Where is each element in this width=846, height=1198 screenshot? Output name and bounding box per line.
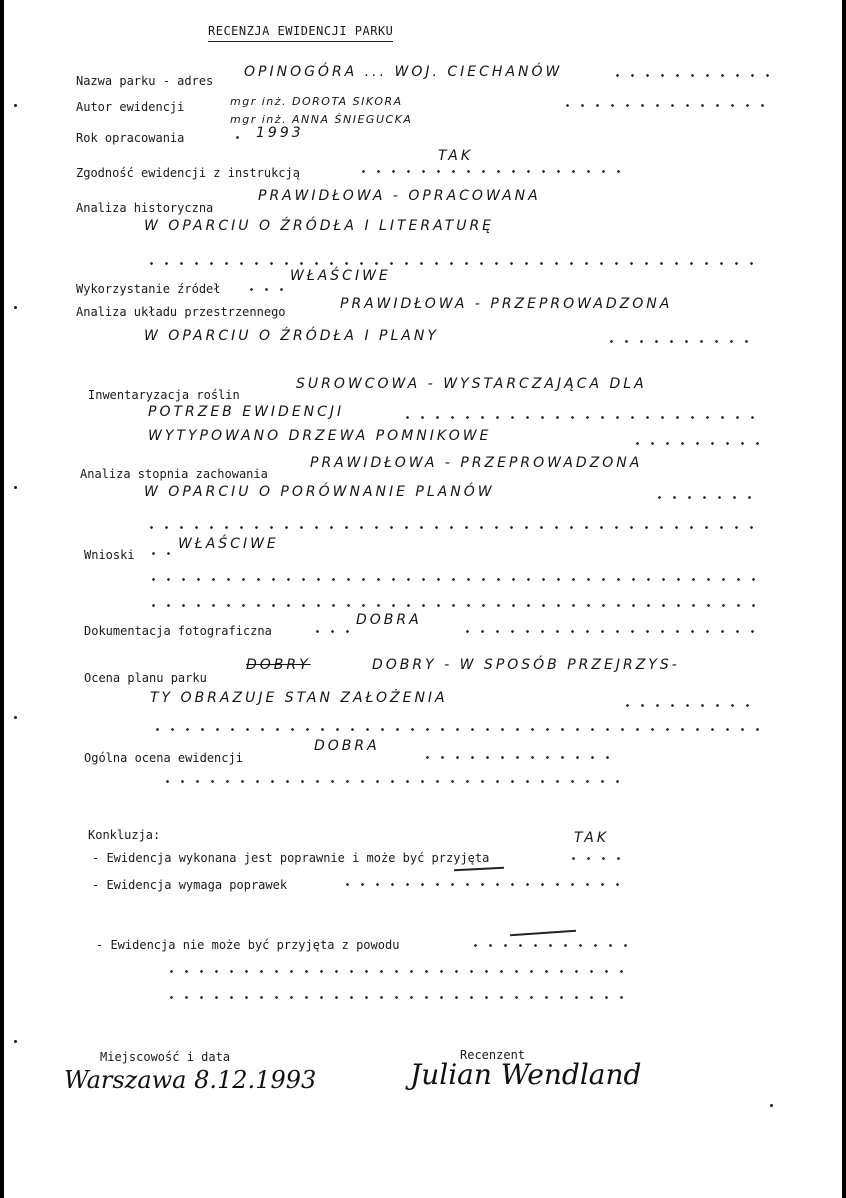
dash-stroke [510,930,576,936]
dotted-line [150,728,760,731]
konkluzja-item-2: - Ewidencja wymaga poprawek [92,878,288,892]
value-analiza-stopnia-2: W OPARCIU O PORÓWNANIE PLANÓW [144,484,495,500]
dotted-line [604,340,754,343]
label-rok: Rok opracowania [76,131,185,145]
reviewer-signature: Julian Wendland [410,1058,642,1091]
dotted-line [164,996,628,999]
dotted-line [340,883,630,886]
label-analiza-historyczna: Analiza historyczna [76,201,214,215]
dotted-line [630,442,760,445]
dotted-line [310,630,350,633]
dotted-line [420,756,620,759]
scan-mark [14,1040,17,1043]
value-wykorzystanie-zrodel: WŁAŚCIWE [290,268,391,284]
dotted-line [144,262,764,265]
value-inwentaryzacja-2: POTRZEB EWIDENCJI [148,404,345,420]
value-autor-2: mgr inż. ANNA ŚNIEGUCKA [230,113,413,126]
label-wnioski: Wnioski [84,548,135,562]
scan-mark [14,486,17,489]
scan-border-left [0,0,4,1198]
konkluzja-item-1-mark: TAK [574,830,610,846]
value-analiza-historyczna-1: PRAWIDŁOWA - OPRACOWANA [258,188,541,204]
konkluzja-item-1: - Ewidencja wykonana jest poprawnie i może być przyjęta [92,851,490,865]
label-wykorzystanie-zrodel: Wykorzystanie źródeł [76,282,221,296]
label-dokumentacja: Dokumentacja fotograficzna [84,624,272,638]
scan-mark [14,716,17,719]
value-analiza-ukladu-2: W OPARCIU O ŹRÓDŁA I PLANY [144,328,439,344]
place-date-label: Miejscowość i data [100,1050,231,1064]
value-rok: 1993 [256,125,304,141]
dotted-line [230,136,250,139]
dotted-line [652,496,762,499]
label-ogolna-ocena: Ogólna ocena ewidencji [84,751,243,765]
label-nazwa-parku: Nazwa parku - adres [76,74,214,88]
place-date-value: Warszawa 8.12.1993 [64,1066,317,1094]
konkluzja-heading: Konkluzja: [88,828,161,842]
dotted-line [244,288,284,291]
label-ocena-planu: Ocena planu parku [84,671,207,685]
value-analiza-stopnia-1: PRAWIDŁOWA - PRZEPROWADZONA [310,455,643,471]
label-zgodnosc: Zgodność ewidencji z instrukcją [76,166,300,180]
dotted-line [146,552,176,555]
value-ogolna-ocena: DOBRA [314,738,380,754]
value-ocena-planu-2: TY OBRAZUJE STAN ZAŁOŻENIA [150,690,448,706]
dotted-line [144,526,764,529]
scan-border-right [842,0,846,1198]
dotted-line [146,604,766,607]
dotted-line [164,970,628,973]
dotted-line [566,857,626,860]
dotted-line [610,74,770,77]
label-inwentaryzacja: Inwentaryzacja roślin [88,388,240,402]
value-autor-1: mgr inż. DOROTA SIKORA [230,95,403,108]
reviewer-label: Recenzent [460,1048,526,1062]
value-ocena-planu-struck: DOBRY [246,657,311,673]
value-inwentaryzacja-3: WYTYPOWANO DRZEWA POMNIKOWE [148,428,492,444]
dotted-line [160,780,630,783]
dotted-line [400,416,760,419]
underline-stroke [454,867,504,871]
konkluzja-item-3: - Ewidencja nie może być przyjęta z powodu [96,938,400,952]
dotted-line [468,944,628,947]
value-dokumentacja: DOBRA [356,612,422,628]
label-analiza-ukladu: Analiza układu przestrzennego [76,305,286,319]
scan-mark [770,1104,773,1107]
scan-mark [14,104,17,107]
dotted-line [146,578,766,581]
dotted-line [460,630,760,633]
label-autor: Autor ewidencji [76,100,185,114]
value-analiza-historyczna-2: W OPARCIU O ŹRÓDŁA I LITERATURĘ [144,218,495,234]
label-analiza-stopnia: Analiza stopnia zachowania [80,467,268,481]
value-nazwa-parku: OPINOGÓRA ... WOJ. CIECHANÓW [244,64,563,80]
dotted-line [560,104,775,107]
form-title: RECENZJA EWIDENCJI PARKU [208,24,393,42]
value-inwentaryzacja-1: SUROWCOWA - WYSTARCZAJĄCA DLA [296,376,647,392]
scan-mark [14,306,17,309]
value-wnioski: WŁAŚCIWE [178,536,279,552]
dotted-line [620,704,760,707]
dotted-line [356,170,621,173]
value-analiza-ukladu-1: PRAWIDŁOWA - PRZEPROWADZONA [340,296,673,312]
value-zgodnosc: TAK [438,148,474,164]
value-ocena-planu-1: DOBRY - W SPOSÓB PRZEJRZYS- [372,657,680,673]
